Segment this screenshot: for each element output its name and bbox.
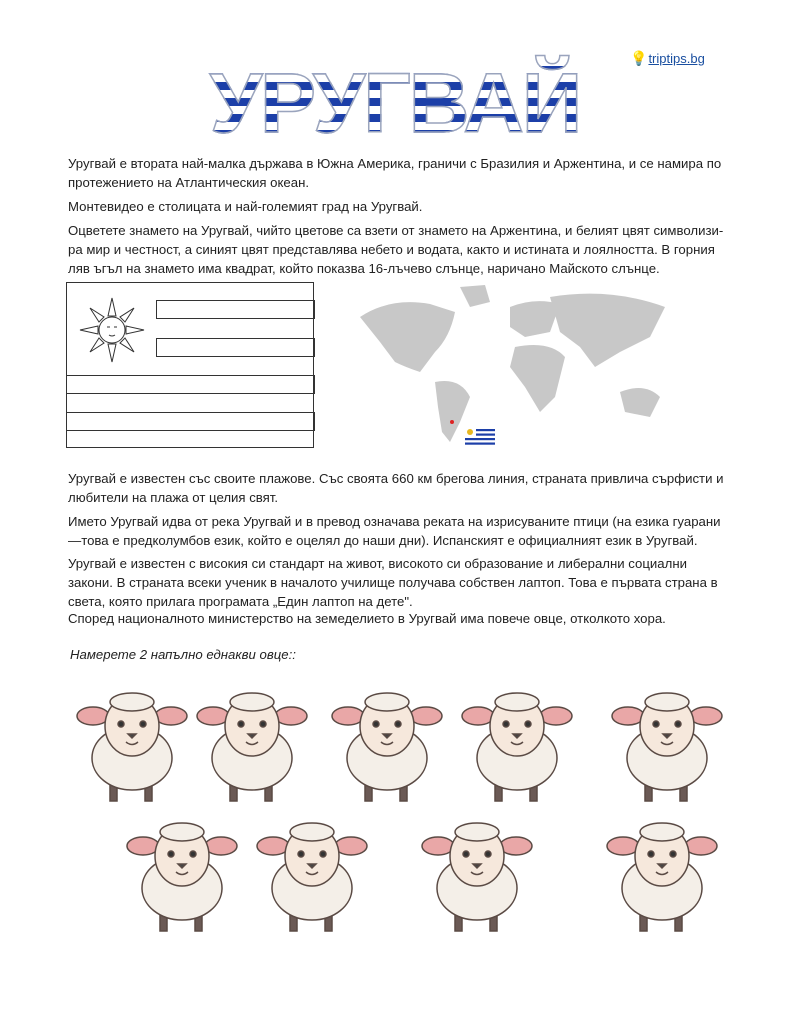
paragraph-name: Името Уругвай идва от река Уругвай и в превод означава реката на изрисуваните птици (на езика гуарани—това е предколумбов език, който е оцелял до наши дни). Испанският е официалният език в Уругвай.: [68, 514, 721, 548]
sheep-option-3[interactable]: [330, 688, 445, 818]
paragraph-intro: Уругвай е втората най-малка държава в Южна Америка, граничи с Бразилия и Аржентина, и се намира по протежението на Атлантическия океан.: [68, 156, 722, 190]
sheep-option-5[interactable]: [610, 688, 725, 818]
flag-coloring-outline: [66, 282, 314, 448]
sheep-option-8[interactable]: [420, 818, 535, 948]
sheep-option-7[interactable]: [255, 818, 370, 948]
sheep-option-2[interactable]: [195, 688, 310, 818]
sheep-option-6[interactable]: [125, 818, 240, 948]
task-instruction: Намерете 2 напълно еднакви овце::: [70, 647, 296, 662]
page-title: УРУГВАЙ: [190, 58, 600, 148]
sheep-option-9[interactable]: [605, 818, 720, 948]
paragraph-living: Уругвай е известен с високия си стандарт на живот, високото си образование и либерални социални закони. В страната всеки ученик в началото училище получава собствен лаптоп. Това е първата страна в света, която прилага програмата „Един лаптоп на дете".: [68, 556, 718, 609]
paragraph-sheep: Според националното министерство на земеделието в Уругвай има повече овце, отколкото хора.: [68, 611, 666, 626]
paragraph-beaches: Уругвай е известен със своите плажове. Със своята 660 км брегова линия, страната привлича сърфисти и любители на плажа от целия свят.: [68, 471, 724, 505]
uruguay-mini-flag-icon: [465, 427, 495, 447]
sun-of-may-icon: [77, 295, 147, 365]
paragraph-capital: Монтевидео е столицата и най-големият град на Уругвай.: [68, 199, 423, 214]
site-link-text: triptips.bg: [648, 51, 705, 66]
site-link[interactable]: [630, 50, 705, 67]
sheep-option-4[interactable]: [460, 688, 575, 818]
lightbulb-icon: 💡: [630, 50, 648, 66]
uruguay-marker: [450, 420, 454, 424]
sheep-option-1[interactable]: [75, 688, 190, 818]
paragraph-flag: Оцветете знамето на Уругвай, чийто цветове са взети от знамето на Аржентина, и белият цвят символизи-ра мир и честност, а синият цвят представлява небето и водата, както и истината и лоялността. В горния ляв ъгъл на знамето има квадрат, който показва 16-лъчево слънце, наричано Майското слънце.: [68, 223, 724, 276]
world-map: [350, 282, 685, 452]
